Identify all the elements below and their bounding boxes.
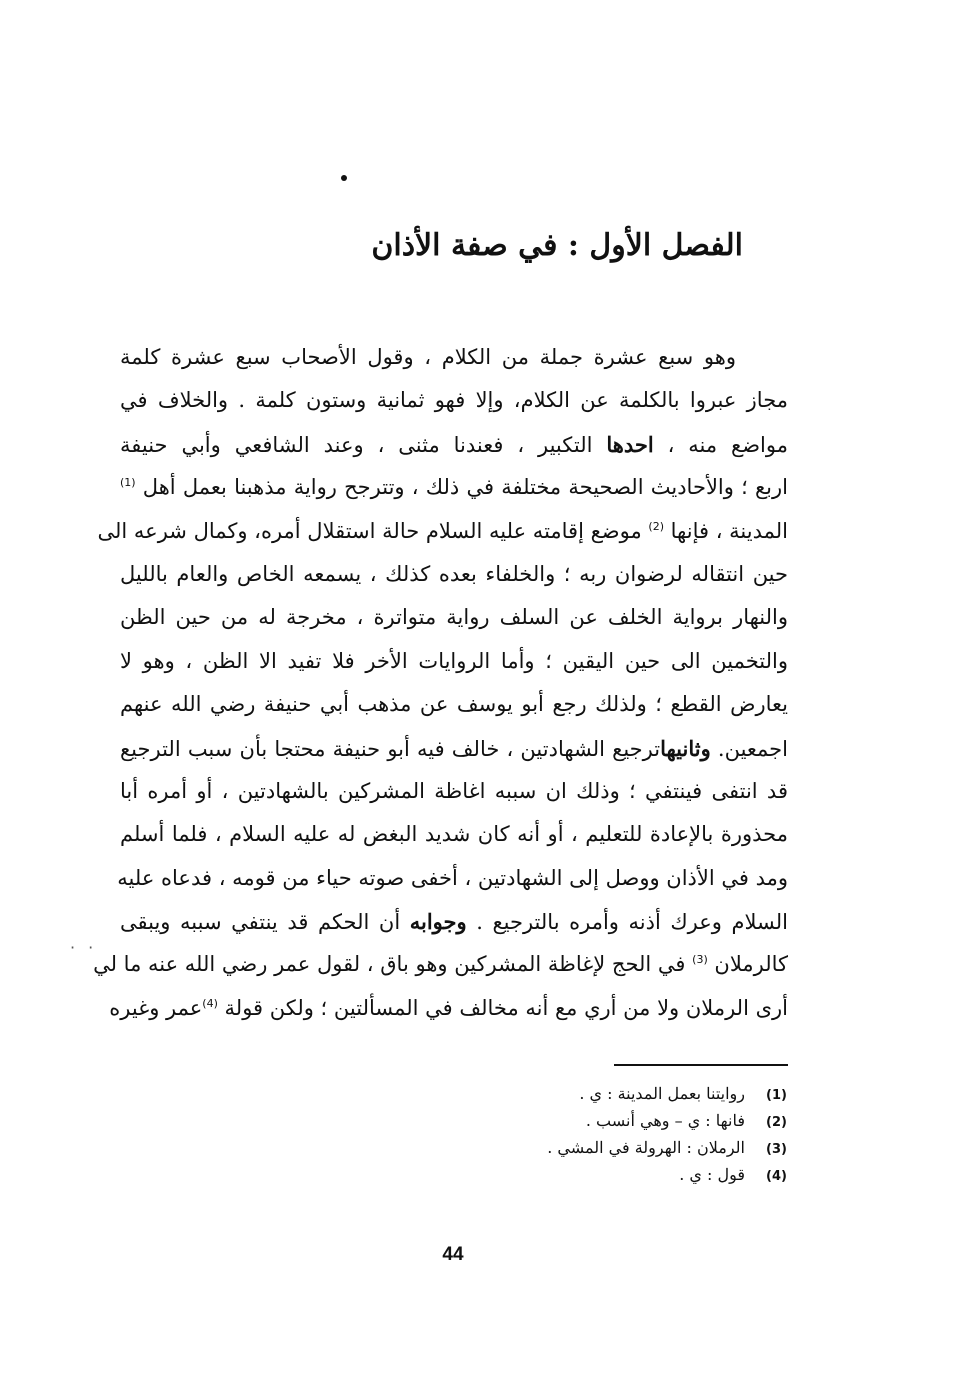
text-line — [120, 813, 788, 856]
text-run: قد انتفى فينتفي ؛ وذلك ان سببه اغاظة المشركين بالشهادتين ، أو أمره أبا — [120, 778, 788, 803]
footnote-marker: (4) — [202, 996, 218, 1010]
text-line — [117, 857, 788, 900]
text-line — [120, 336, 788, 379]
footnote-text: الرملان : الهرولة في المشي . — [547, 1138, 745, 1157]
bold-term: وثانيها — [660, 735, 711, 761]
text-run: والتخمين الى حين اليقين ؛ وأما الروايات الأخر فلا تفيد الا الظن ، وهو لا — [120, 648, 788, 673]
text-run: ومد في الأذان ووصل إلى الشهادتين ، أخفى صوته حياء من قومه ، فدعاه عليه — [117, 865, 788, 890]
footnotes-list — [407, 1080, 787, 1188]
text-run: التكبير ، فعندنا مثنى ، وعند الشافعي وأبي حنيفة — [120, 432, 607, 457]
text-run: وهو سبع عشرة جملة من الكلام ، وقول الأصحاب سبع عشرة كلمة — [120, 345, 736, 369]
text-run: مواضع منه ، — [653, 432, 788, 457]
text-run: أن الحكم قد ينتفي سببه ويبقى — [120, 910, 410, 935]
footnote-marker: (2) — [648, 519, 664, 533]
text-line — [120, 727, 788, 770]
text-run: والنهار برواية الخلف عن السلف رواية متواترة ، مخرجة له من حين الظن — [120, 605, 788, 630]
chapter-title: الفصل الأول : في صفة الأذان — [371, 228, 743, 263]
footnote-text: روايتنا بعمل المدينة : ي . — [579, 1084, 745, 1103]
text-run: في الحج لإغاظة المشركين وهو باق ، لقول عمر رضي الله عنه ما لي — [93, 952, 693, 977]
text-line — [120, 466, 788, 509]
footnote-number: (3) — [766, 1142, 787, 1157]
footnote-item — [407, 1134, 787, 1161]
footnote-text: قول : ي . — [679, 1165, 745, 1184]
footnote-number: (4) — [766, 1169, 787, 1184]
text-line — [120, 379, 788, 422]
text-run: كالرملان — [707, 952, 788, 977]
text-line — [120, 553, 788, 596]
text-run: يعارض القطع ؛ ولذلك رجع أبو يوسف عن مذهب أبي حنيفة رضي الله عنهم — [120, 692, 788, 717]
text-run: أرى الرملان ولا من أري مع أنه مخالف في المسألتين ؛ ولكن قولة — [217, 995, 788, 1020]
text-line — [109, 987, 788, 1030]
text-line — [97, 510, 788, 553]
text-run: اجمعين. — [710, 736, 788, 761]
text-line — [120, 423, 788, 466]
footnote-marker: (1) — [120, 476, 136, 490]
text-run: السلام وعرك أذنه وأمره بالترجيع . — [466, 910, 788, 935]
footnote-marker: (3) — [692, 953, 708, 967]
footnote-item — [407, 1107, 787, 1134]
body-paragraph — [93, 336, 788, 1030]
text-line — [120, 640, 788, 683]
bold-term: احدها — [606, 431, 654, 457]
text-run: مجاز عبروا بالكلمة عن الكلام، وإلا فهو ثمانية وستون كلمة . والخلاف في — [120, 388, 788, 413]
text-run: عمر وغيره — [109, 995, 203, 1020]
bold-term: وجوابه — [409, 909, 467, 935]
text-line — [120, 770, 788, 813]
footnote-item — [407, 1161, 787, 1188]
footnote-number: (1) — [766, 1088, 787, 1103]
text-line — [93, 943, 788, 986]
ink-dot — [341, 175, 347, 181]
footnote-text: فانها : ي – وهي أنسب . — [585, 1111, 745, 1130]
footnote-number: (2) — [766, 1115, 787, 1130]
footnote-separator — [614, 1064, 788, 1066]
text-run: المدينة ، فإنها — [663, 518, 788, 543]
page-number: 44 — [442, 1244, 464, 1265]
margin-specks: · · — [70, 938, 98, 957]
text-run: ترجيع الشهادتين ، خالف فيه أبو حنيفة محتجا بأن سبب الترجيع — [120, 736, 661, 761]
text-line — [120, 596, 788, 639]
text-line — [120, 683, 788, 726]
footnote-item — [407, 1080, 787, 1107]
text-run: اربع ؛ والأحاديث الصحيحة مختلفة في ذلك ، وتترجح رواية مذهبنا بعمل أهل — [135, 475, 788, 500]
text-line — [120, 900, 788, 943]
text-run: محذورة بالإعادة للتعليم ، أو أنه كان شديد البغض له عليه السلام ، فلما أسلم — [120, 822, 788, 847]
text-run: حين انتقاله لرضوان ربه ؛ والخلفاء بعده كذلك ، يسمعه الخاص والعام بالليل — [120, 561, 788, 586]
text-run: موضع إقامته عليه السلام حالة استقلال أمره، وكمال شرعه الى — [97, 518, 649, 543]
